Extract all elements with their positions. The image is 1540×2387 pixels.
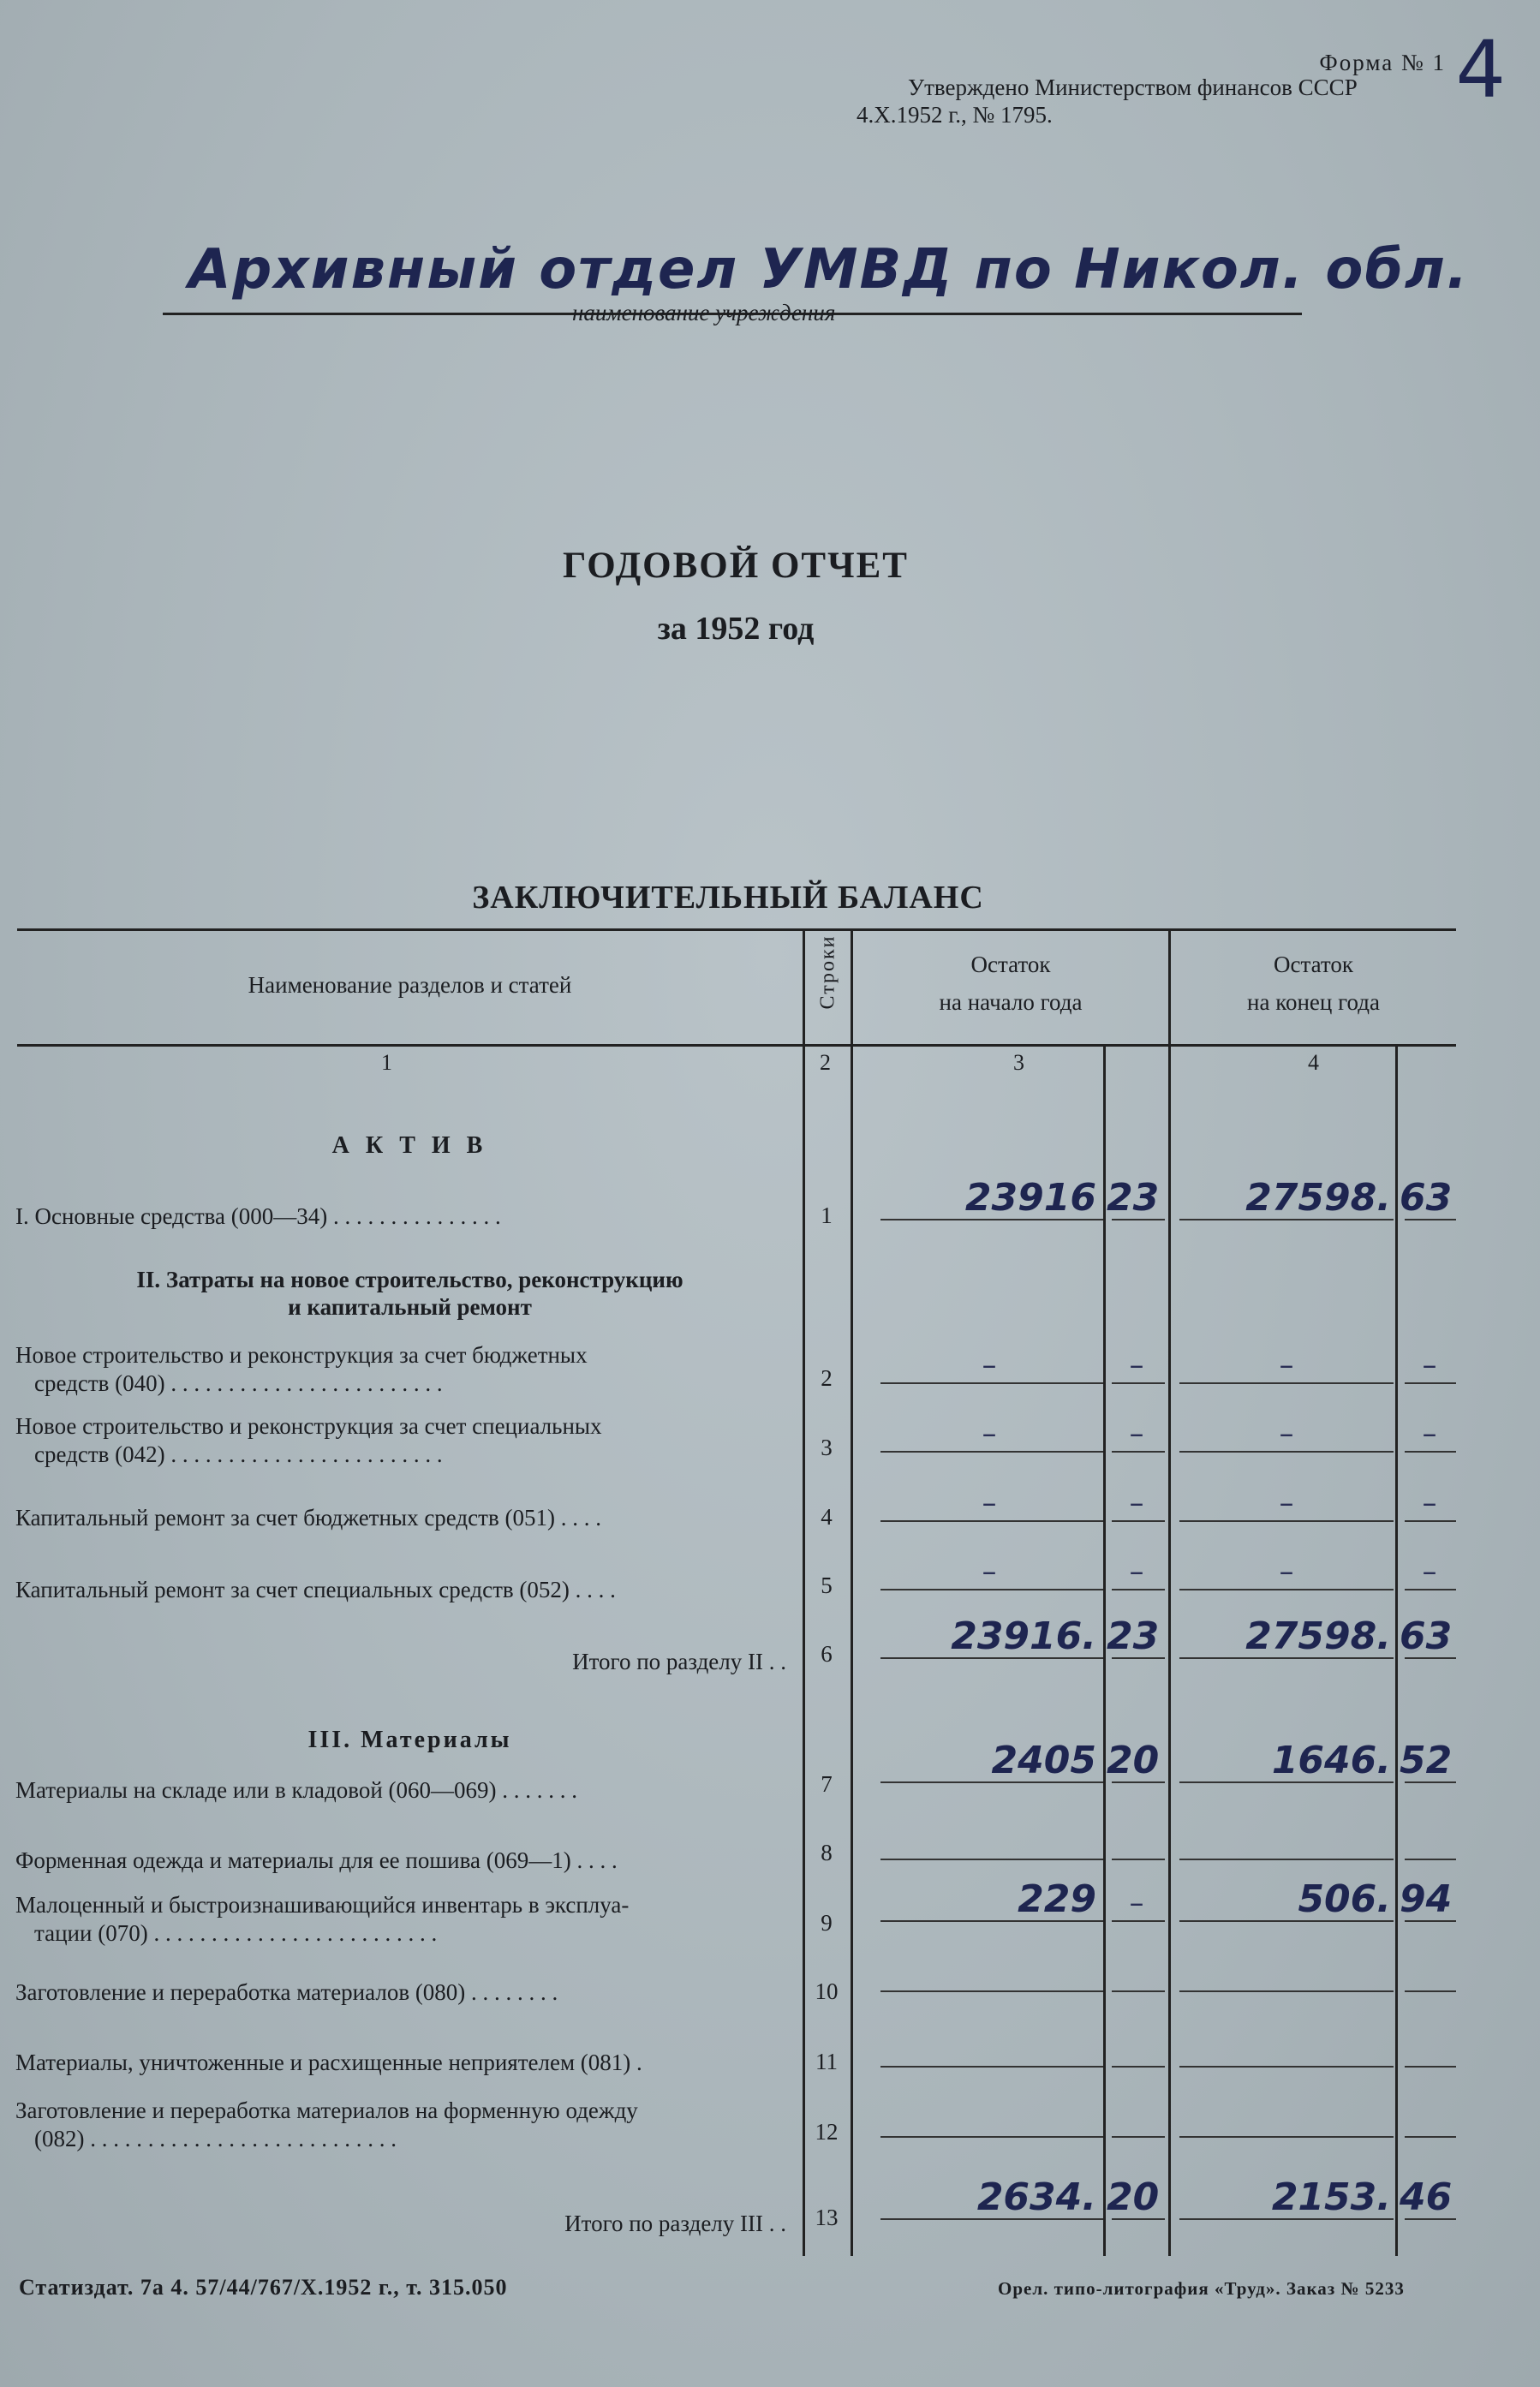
footer-printer-left: Статиздат. 7а 4. 57/44/767/X.1952 г., т. 315.050 (19, 2275, 508, 2300)
row-10-entry-rule-1 (880, 1990, 1103, 1992)
row-4-label-line1: Капитальный ремонт за счет бюджетных средств (051) . . . . (15, 1505, 601, 1531)
row-6-end-rubles: 27598. (1245, 1614, 1391, 1658)
row-2-entry-rule-1 (880, 1382, 1103, 1384)
table-top-rule (17, 928, 1456, 931)
row-3-entry-rule-2 (1112, 1451, 1165, 1453)
row-7-label-line1: Материалы на складе или в кладовой (060—069) . . . . . . . (15, 1777, 578, 1803)
row-9-label-line1: Малоценный и быстроизнашивающийся инвентарь в эксплуа- (15, 1892, 630, 1918)
row-1-start-rubles: 23916 (964, 1176, 1096, 1220)
row-11-number: 11 (815, 2049, 838, 2074)
row-7-label (15, 1776, 786, 1805)
row-7-start-rubles: 2405 (991, 1739, 1096, 1782)
header-col4-line2: на конец года (1247, 989, 1380, 1015)
row-2-end-kopecks: – (1422, 1348, 1437, 1382)
row-5-label (15, 1576, 786, 1604)
row-1-label (15, 1202, 786, 1231)
row-4-start-rubles: – (982, 1486, 997, 1520)
row-1-end-kopecks: 63 (1400, 1176, 1453, 1220)
row-11-entry-rule-3 (1179, 2066, 1394, 2068)
row-5-entry-rule-3 (1179, 1589, 1394, 1590)
section-2-line1: II. Затраты на новое строительство, реконструкцию (136, 1267, 683, 1292)
row-4-entry-rule-4 (1405, 1520, 1456, 1522)
row-12-number: 12 (815, 2119, 839, 2145)
row-8-entry-rule-1 (880, 1859, 1103, 1860)
row-6-end-kopecks: 63 (1400, 1614, 1453, 1658)
column-number-3: 3 (1013, 1050, 1024, 1075)
section-2-heading (17, 1266, 803, 1321)
row-4-end-kopecks: – (1422, 1486, 1437, 1520)
row-2-entry-rule-4 (1405, 1382, 1456, 1384)
header-col2: Строки (816, 934, 839, 1010)
row-13-end-kopecks: 46 (1400, 2175, 1453, 2219)
column-number-2: 2 (820, 1050, 831, 1075)
balance-title: ЗАКЛЮЧИТЕЛЬНЫЙ БАЛАНС (472, 880, 984, 916)
row-7-end-kopecks: 52 (1400, 1739, 1453, 1782)
row-12-label-line2: (082) . . . . . . . . . . . . . . . . . . . . . . . . . . . (34, 2126, 397, 2151)
row-13-number: 13 (815, 2205, 839, 2230)
row-2-number: 2 (821, 1365, 833, 1391)
row-3-end-rubles: – (1279, 1417, 1294, 1451)
row-12-label (15, 2097, 786, 2153)
row-3-entry-rule-4 (1405, 1451, 1456, 1453)
report-title: ГОДОВОЙ ОТЧЕТ (563, 546, 909, 586)
row-10-entry-rule-3 (1179, 1990, 1394, 1992)
row-2-label-line1: Новое строительство и реконструкция за счет бюджетных (15, 1342, 588, 1368)
row-11-entry-rule-2 (1112, 2066, 1165, 2068)
header-col1: Наименование разделов и статей (248, 972, 572, 998)
row-1-end-rubles: 27598. (1245, 1176, 1391, 1220)
column-number-1: 1 (381, 1050, 392, 1075)
row-9-number: 9 (821, 1910, 833, 1936)
row-3-entry-rule-3 (1179, 1451, 1394, 1453)
row-3-entry-rule-1 (880, 1451, 1103, 1453)
row-4-entry-rule-2 (1112, 1520, 1165, 1522)
row-8-number: 8 (821, 1840, 833, 1865)
row-2-start-kopecks: – (1129, 1348, 1144, 1382)
row-2-entry-rule-3 (1179, 1382, 1394, 1384)
row-10-label (15, 1978, 786, 2007)
row-6-number: 6 (821, 1641, 833, 1667)
row-13-start-rubles: 2634. (976, 2175, 1096, 2219)
row-5-entry-rule-2 (1112, 1589, 1165, 1590)
row-2-label (15, 1341, 786, 1398)
row-8-entry-rule-2 (1112, 1859, 1165, 1860)
row-4-start-kopecks: – (1129, 1486, 1144, 1520)
section-2-line2: и капитальный ремонт (288, 1294, 532, 1320)
header-col4 (1171, 946, 1456, 1021)
row-5-label-line1: Капитальный ремонт за счет специальных средств (052) . . . . (15, 1577, 616, 1602)
row-6-start-rubles: 23916. (951, 1614, 1096, 1658)
institution-name: Архивный отдел УМВД по Никол. обл. (188, 238, 1470, 301)
row-12-entry-rule-1 (880, 2136, 1103, 2138)
row-7-number: 7 (821, 1771, 833, 1797)
footer-printer-right: Орел. типо-литография «Труд». Заказ № 5233 (998, 2278, 1405, 2299)
column-number-4: 4 (1308, 1050, 1319, 1075)
institution-caption: наименование учреждения (572, 300, 836, 325)
row-1-label-line1: I. Основные средства (000—34) . . . . . . . . . . . . . . . (15, 1203, 501, 1229)
row-5-end-kopecks: – (1422, 1555, 1437, 1589)
row-12-entry-rule-3 (1179, 2136, 1394, 2138)
row-3-start-kopecks: – (1129, 1417, 1144, 1451)
row-3-label-line1: Новое строительство и реконструкция за счет специальных (15, 1413, 602, 1439)
form-label: Форма № 1 (1319, 50, 1446, 75)
row-11-label-line1: Материалы, уничтоженные и расхищенные неприятелем (081) . (15, 2050, 642, 2075)
row-9-label (15, 1891, 786, 1948)
row-13-label-line1: Итого по разделу III . . (564, 2211, 786, 2236)
row-10-entry-rule-4 (1405, 1990, 1456, 1992)
row-6-start-kopecks: 23 (1107, 1614, 1160, 1658)
row-2-entry-rule-2 (1112, 1382, 1165, 1384)
row-3-label (15, 1412, 786, 1469)
row-13-label (17, 2210, 786, 2238)
row-4-entry-rule-1 (880, 1520, 1103, 1522)
header-col3-line1: Остаток (970, 952, 1051, 977)
row-5-start-rubles: – (982, 1555, 997, 1589)
row-7-start-kopecks: 20 (1107, 1739, 1160, 1782)
row-4-number: 4 (821, 1504, 833, 1530)
row-8-entry-rule-4 (1405, 1859, 1456, 1860)
row-9-label-line2: тации (070) . . . . . . . . . . . . . . . . . . . . . . . . . (34, 1920, 438, 1946)
row-10-number: 10 (815, 1978, 839, 2004)
row-3-number: 3 (821, 1435, 833, 1460)
table-header-rule (17, 1044, 1456, 1047)
row-10-label-line1: Заготовление и переработка материалов (080) . . . . . . . . (15, 1979, 558, 2005)
row-5-entry-rule-1 (880, 1589, 1103, 1590)
row-7-end-rubles: 1646. (1271, 1739, 1391, 1782)
row-9-start-kopecks: – (1129, 1886, 1144, 1920)
row-2-label-line2: средств (040) . . . . . . . . . . . . . . . . . . . . . . . . (34, 1370, 443, 1396)
row-2-start-rubles: – (982, 1348, 997, 1382)
row-10-entry-rule-2 (1112, 1990, 1165, 1992)
row-12-label-line1: Заготовление и переработка материалов на форменную одежду (15, 2098, 638, 2123)
approval-stamp (857, 74, 1456, 128)
row-3-label-line2: средств (042) . . . . . . . . . . . . . . . . . . . . . . . . (34, 1441, 443, 1467)
row-12-entry-rule-4 (1405, 2136, 1456, 2138)
col-divider-start (1168, 928, 1171, 2256)
row-12-entry-rule-2 (1112, 2136, 1165, 2138)
row-1-number: 1 (821, 1202, 833, 1228)
row-8-label (15, 1847, 786, 1875)
row-4-entry-rule-3 (1179, 1520, 1394, 1522)
header-col3 (853, 946, 1168, 1021)
row-9-start-rubles: 229 (1018, 1877, 1096, 1921)
row-1-start-kopecks: 23 (1107, 1176, 1160, 1220)
header-col4-line1: Остаток (1274, 952, 1353, 977)
row-5-start-kopecks: – (1129, 1555, 1144, 1589)
row-11-entry-rule-4 (1405, 2066, 1456, 2068)
report-period: за 1952 год (657, 611, 815, 647)
sheet-number: 4 (1455, 24, 1506, 116)
row-9-entry-rule-2 (1112, 1920, 1165, 1922)
row-13-start-kopecks: 20 (1107, 2175, 1160, 2219)
row-6-label (17, 1648, 786, 1676)
col-divider-end-kop (1395, 1047, 1398, 2256)
approval-line-1: Утверждено Министерством финансов СССР (908, 75, 1358, 100)
row-9-end-rubles: 506. (1298, 1877, 1391, 1921)
row-5-end-rubles: – (1279, 1555, 1294, 1589)
row-4-end-rubles: – (1279, 1486, 1294, 1520)
header-col3-line2: на начало года (939, 989, 1083, 1015)
row-11-label (15, 2049, 786, 2077)
row-2-end-rubles: – (1279, 1348, 1294, 1382)
row-9-end-kopecks: 94 (1400, 1877, 1453, 1921)
row-11-entry-rule-1 (880, 2066, 1103, 2068)
row-5-number: 5 (821, 1572, 833, 1598)
row-3-start-rubles: – (982, 1417, 997, 1451)
row-4-label (15, 1504, 786, 1532)
approval-line-2: 4.X.1952 г., № 1795. (857, 102, 1053, 128)
row-5-entry-rule-4 (1405, 1589, 1456, 1590)
col-divider-start-kop (1103, 1047, 1106, 2256)
section-active: А К Т И В (331, 1132, 488, 1159)
row-6-label-line1: Итого по разделу II . . (572, 1649, 786, 1674)
section-3-heading: III. Материалы (307, 1727, 512, 1753)
row-8-entry-rule-3 (1179, 1859, 1394, 1860)
row-8-label-line1: Форменная одежда и материалы для ее пошива (069—1) . . . . (15, 1847, 618, 1873)
col-divider-rows (851, 928, 853, 2256)
row-3-end-kopecks: – (1422, 1417, 1437, 1451)
row-13-end-rubles: 2153. (1271, 2175, 1391, 2219)
